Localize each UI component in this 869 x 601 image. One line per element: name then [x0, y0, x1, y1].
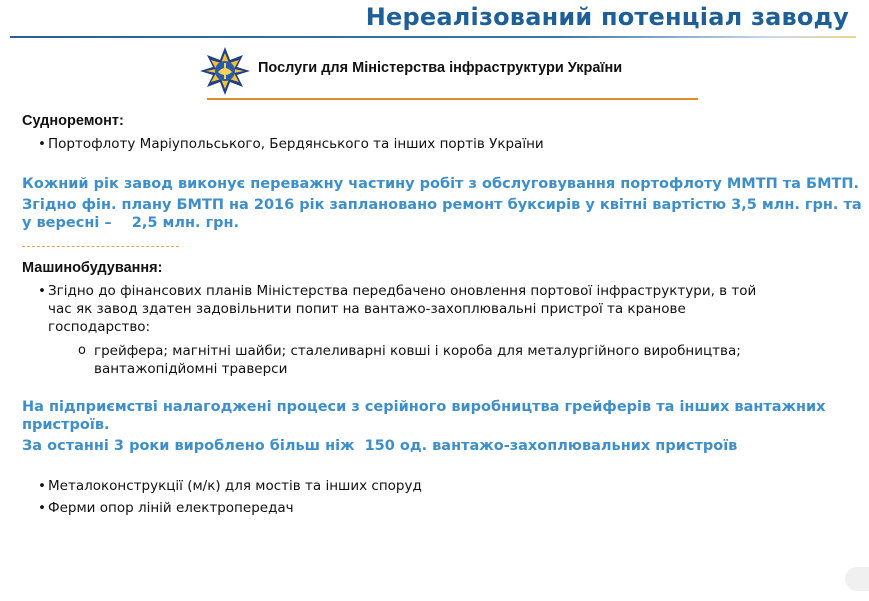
ship-repair-highlight: Кожний рік завод виконує переважну частину робіт з обслуговування портофлоту ММТП та БМТП. [22, 176, 860, 192]
bullet-icon: • [38, 283, 46, 299]
serial-production-line-2: пристроїв. [22, 417, 110, 433]
corner-decoration [845, 567, 869, 591]
subtitle: Послуги для Міністерства інфраструктури України [258, 60, 623, 76]
list-item-text: Металоконструкції (м/к) для мостів та інших споруд [48, 478, 422, 494]
list-item [38, 135, 544, 153]
sub-list-item-text-line-1: грейфера; магнітні шайби; сталеливарні ковші і короба для металургійного виробництва; [94, 343, 741, 359]
list-item-text: Ферми опор ліній електропередач [48, 500, 294, 516]
serial-production-line-1: На підприємстві налагоджені процеси з серійного виробництва грейферів та інших вантажних [22, 399, 826, 415]
list-item-text-line-2: час як завод здатен задовільнити попит на вантажо-захоплювальні пристрої та кранове [48, 301, 686, 317]
bullet-icon: • [38, 478, 46, 494]
list-item-text-line-1: Згідно до фінансових планів Міністерства передбачено оновлення портової інфраструктури, в той [48, 283, 757, 299]
sub-list-item-text-line-2: вантажопідйомні траверси [94, 361, 288, 377]
section-divider [22, 246, 179, 247]
list-item-text-line-3: господарство: [48, 319, 151, 335]
list-item-text: Портофлоту Маріупольського, Бердянського та інших портів України [48, 136, 544, 152]
production-volume-highlight: За останні 3 роки вироблено більш ніж 150 од. вантажо-захоплювальних пристроїв [22, 438, 738, 454]
circle-bullet-icon: o [78, 343, 86, 358]
sub-list-item [78, 342, 741, 378]
ministry-emblem-icon [199, 46, 251, 96]
ship-repair-heading: Судноремонт: [22, 113, 124, 129]
subtitle-divider [207, 98, 698, 100]
bullet-icon: • [38, 136, 46, 152]
page-title: Нереалізований потенціал заводу [365, 3, 849, 31]
title-divider [10, 36, 856, 38]
tug-repair-plan-line-1: Згідно фін. плану БМТП на 2016 рік заплановано ремонт буксирів у квітні вартістю 3,5 млн. грн. та [22, 197, 862, 213]
list-item [38, 499, 294, 517]
tug-repair-plan-line-2: у вересні – 2,5 млн. грн. [22, 215, 240, 231]
bullet-icon: • [38, 500, 46, 516]
list-item [38, 477, 422, 495]
machine-building-heading: Машинобудування: [22, 260, 163, 276]
list-item [38, 282, 757, 336]
